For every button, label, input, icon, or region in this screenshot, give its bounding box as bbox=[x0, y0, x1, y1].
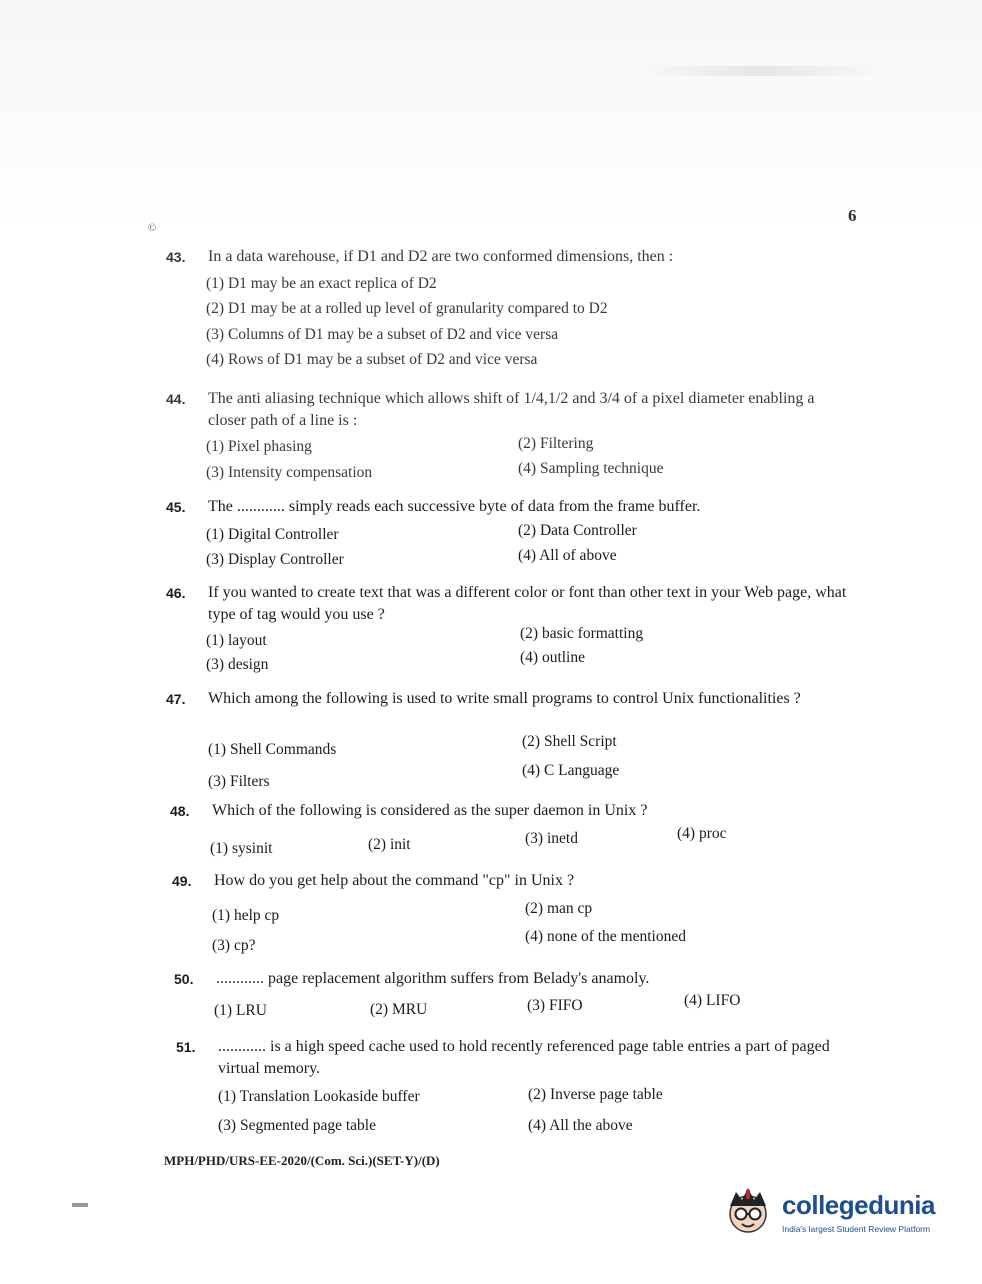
option: (3) cp? bbox=[212, 937, 256, 954]
question-number: 48. bbox=[170, 803, 190, 819]
question-text: Which of the following is considered as the super daemon in Unix ? bbox=[212, 802, 648, 819]
option: (4) C Language bbox=[522, 762, 620, 779]
question-number: 51. bbox=[176, 1039, 196, 1055]
option: (2) Shell Script bbox=[522, 733, 617, 750]
question-text: How do you get help about the command "cp" in Unix ? bbox=[214, 872, 575, 889]
question-text: Which among the following is used to write small programs to control Unix functionalities ? bbox=[208, 690, 801, 707]
brand-tagline: India's largest Student Review Platform bbox=[782, 1224, 931, 1234]
option: (4) All the above bbox=[528, 1117, 633, 1134]
question-number: 44. bbox=[166, 391, 186, 407]
option: (2) D1 may be at a rolled up level of granularity compared to D2 bbox=[206, 300, 608, 317]
watermark-brand bbox=[722, 1186, 952, 1246]
brand-name: collegedunia bbox=[782, 1190, 935, 1220]
option: (3) Columns of D1 may be a subset of D2 and vice versa bbox=[206, 326, 559, 343]
option: (2) basic formatting bbox=[520, 625, 644, 642]
question-number: 49. bbox=[172, 873, 192, 889]
option: (2) man cp bbox=[525, 900, 593, 917]
option: (2) Filtering bbox=[518, 435, 594, 452]
option: (4) LIFO bbox=[684, 992, 741, 1009]
question-number: 45. bbox=[166, 499, 186, 515]
option: (1) Shell Commands bbox=[208, 741, 337, 758]
question-number: 43. bbox=[166, 249, 186, 265]
question-text: In a data warehouse, if D1 and D2 are two conformed dimensions, then : bbox=[208, 248, 674, 265]
option: (1) LRU bbox=[214, 1002, 267, 1019]
question-number: 47. bbox=[166, 691, 186, 707]
option: (2) init bbox=[368, 836, 411, 853]
question-text: ............ is a high speed cache used to hold recently referenced page table entries a part of paged virtual memory. bbox=[218, 1038, 830, 1077]
staple-mark bbox=[72, 1203, 88, 1207]
page-number: 6 bbox=[848, 206, 857, 225]
option: (1) sysinit bbox=[210, 840, 273, 857]
option: (1) D1 may be an exact replica of D2 bbox=[206, 275, 437, 292]
option: (4) outline bbox=[520, 649, 585, 666]
question-text: If you wanted to create text that was a different color or font than other text in your Web page, what type of tag would you use ? bbox=[208, 584, 847, 623]
question-text: The ............ simply reads each successive byte of data from the frame buffer. bbox=[208, 498, 701, 515]
option: (2) MRU bbox=[370, 1001, 428, 1018]
option: (2) Data Controller bbox=[518, 522, 637, 539]
option: (4) Rows of D1 may be a subset of D2 and vice versa bbox=[206, 351, 538, 368]
option: (4) proc bbox=[677, 825, 727, 842]
option: (4) none of the mentioned bbox=[525, 928, 686, 945]
question-number: 50. bbox=[174, 971, 194, 987]
question-number: 46. bbox=[166, 585, 186, 601]
scan-shadow bbox=[640, 66, 880, 76]
mascot-icon bbox=[722, 1186, 774, 1238]
option: (1) Digital Controller bbox=[206, 526, 339, 543]
question-text: ............ page replacement algorithm suffers from Belady's anamoly. bbox=[216, 970, 650, 987]
option: (3) Display Controller bbox=[206, 551, 344, 568]
corner-mark: © bbox=[148, 222, 157, 234]
question-text: The anti aliasing technique which allows shift of 1/4,1/2 and 3/4 of a pixel diameter enabling a closer path of a line is : bbox=[208, 390, 815, 429]
option: (3) inetd bbox=[525, 830, 578, 847]
option: (3) design bbox=[206, 656, 269, 673]
option: (1) Translation Lookaside buffer bbox=[218, 1088, 420, 1105]
option: (4) All of above bbox=[518, 547, 617, 564]
option: (3) Filters bbox=[208, 773, 270, 790]
option: (1) layout bbox=[206, 632, 267, 649]
option: (4) Sampling technique bbox=[518, 460, 664, 477]
option: (3) FIFO bbox=[527, 997, 583, 1014]
option: (1) Pixel phasing bbox=[206, 438, 312, 455]
footer-code: MPH/PHD/URS-EE-2020/(Com. Sci.)(SET-Y)/(D) bbox=[164, 1153, 440, 1168]
option: (3) Intensity compensation bbox=[206, 464, 373, 481]
option: (1) help cp bbox=[212, 907, 280, 924]
option: (3) Segmented page table bbox=[218, 1117, 376, 1134]
option: (2) Inverse page table bbox=[528, 1086, 663, 1103]
